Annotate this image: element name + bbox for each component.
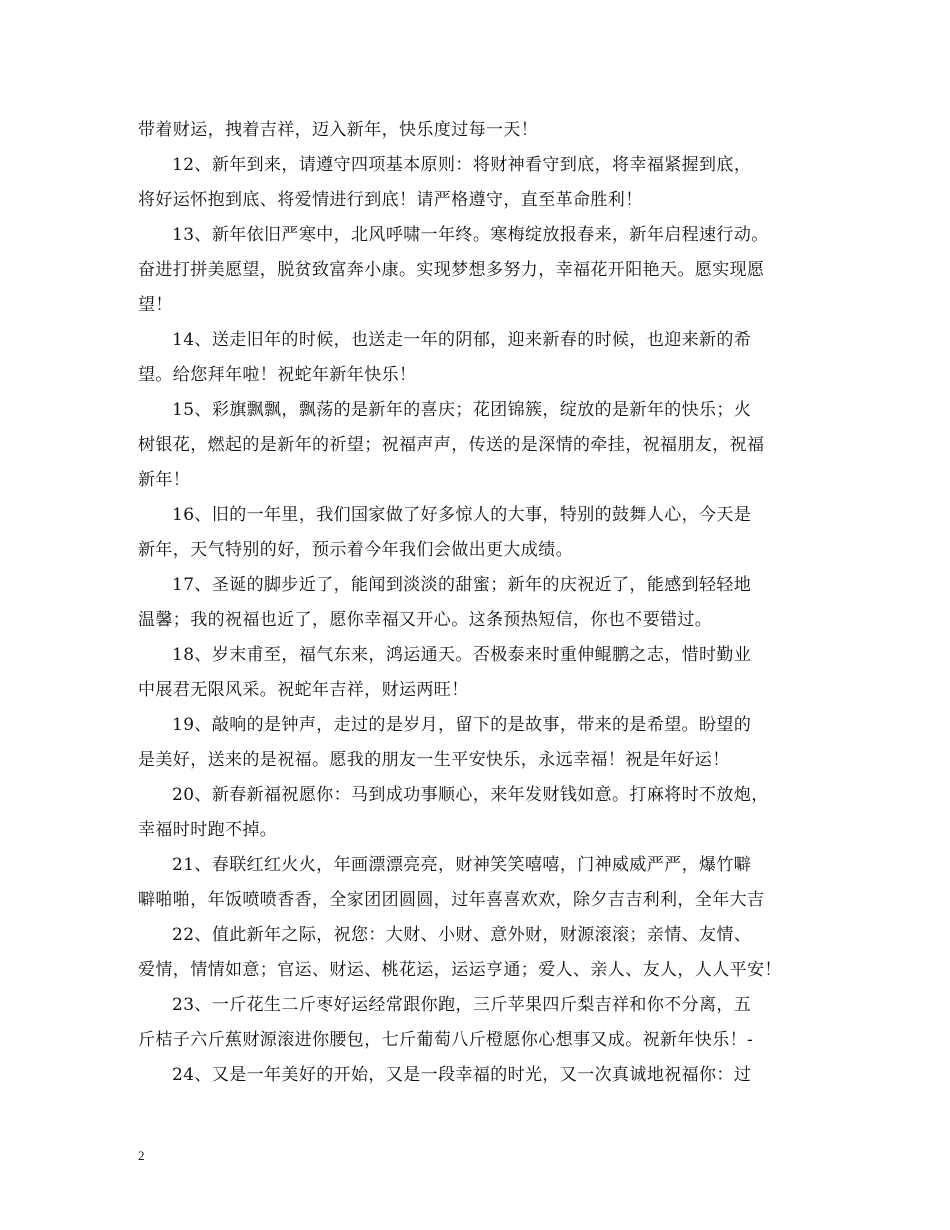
text-line: 爱情，情情如意；官运、财运、桃花运，运运亨通；爱人、亲人、友人，人人平安！ <box>138 960 782 980</box>
text-line: 16、旧的一年里，我们国家做了好多惊人的大事，特别的鼓舞人心，今天是 <box>172 505 752 525</box>
text-line: 13、新年依旧严寒中，北风呼啸一年终。寒梅绽放报春来，新年启程速行动。 <box>172 225 769 245</box>
text-line: 12、新年到来，请遵守四项基本原则：将财神看守到底，将幸福紧握到底， <box>172 155 752 175</box>
text-line: 24、又是一年美好的开始，又是一段幸福的时光，又一次真诚地祝福你：过 <box>172 1065 752 1085</box>
text-line: 是美好，送来的是祝福。愿我的朋友一生平安快乐，永远幸福！祝是年好运！ <box>138 750 730 770</box>
page-number: 2 <box>138 1148 145 1163</box>
text-line: 23、一斤花生二斤枣好运经常跟你跑，三斤苹果四斤梨吉祥和你不分离，五 <box>172 995 752 1015</box>
text-line: 17、圣诞的脚步近了，能闻到淡淡的甜蜜；新年的庆祝近了，能感到轻轻地 <box>172 575 752 595</box>
text-line: 中展君无限风采。祝蛇年吉祥，财运两旺！ <box>138 680 469 700</box>
text-line: 温馨；我的祝福也近了，愿你幸福又开心。这条预热短信，你也不要错过。 <box>138 610 713 630</box>
text-line: 噼啪啪，年饭喷喷香香，全家团团圆圆，过年喜喜欢欢，除夕吉吉利利，全年大吉 <box>138 890 765 910</box>
text-line: 树银花，燃起的是新年的祈望；祝福声声，传送的是深情的牵挂，祝福朋友，祝福 <box>138 435 765 455</box>
text-line: 将好运怀抱到底、将爱情进行到底！请严格遵守，直至革命胜利！ <box>138 190 643 210</box>
text-line: 新年！ <box>138 470 191 490</box>
text-line: 18、岁末甫至，福气东来，鸿运通天。否极泰来时重伸鲲鹏之志，惜时勤业 <box>172 645 752 665</box>
text-line: 22、值此新年之际，祝您：大财、小财、意外财，财源滚滚；亲情、友情、 <box>172 925 752 945</box>
text-line: 21、春联红红火火，年画漂漂亮亮，财神笑笑嘻嘻，门神威威严严，爆竹噼 <box>172 855 752 875</box>
text-line: 20、新春新福祝愿你：马到成功事顺心，来年发财钱如意。打麻将时不放炮， <box>172 785 769 805</box>
text-line: 斤桔子六斤蕉财源滚进你腰包，七斤葡萄八斤橙愿你心想事又成。祝新年快乐！- <box>138 1030 754 1050</box>
text-line: 带着财运，拽着吉祥，迈入新年，快乐度过每一天！ <box>138 120 539 140</box>
text-line: 14、送走旧年的时候，也送走一年的阴郁，迎来新春的时候，也迎来新的希 <box>172 330 752 350</box>
text-line: 望。给您拜年啦！祝蛇年新年快乐！ <box>138 365 417 385</box>
text-line: 幸福时时跑不掉。 <box>138 820 278 840</box>
text-line: 望！ <box>138 295 173 315</box>
text-line: 15、彩旗飘飘，飘荡的是新年的喜庆；花团锦簇，绽放的是新年的快乐；火 <box>172 400 752 420</box>
text-line: 新年，天气特别的好，预示着今年我们会做出更大成绩。 <box>138 540 573 560</box>
text-line: 奋进打拼美愿望，脱贫致富奔小康。实现梦想多努力，幸福花开阳艳天。愿实现愿 <box>138 260 765 280</box>
text-line: 19、敲响的是钟声，走过的是岁月，留下的是故事，带来的是希望。盼望的 <box>172 715 752 735</box>
